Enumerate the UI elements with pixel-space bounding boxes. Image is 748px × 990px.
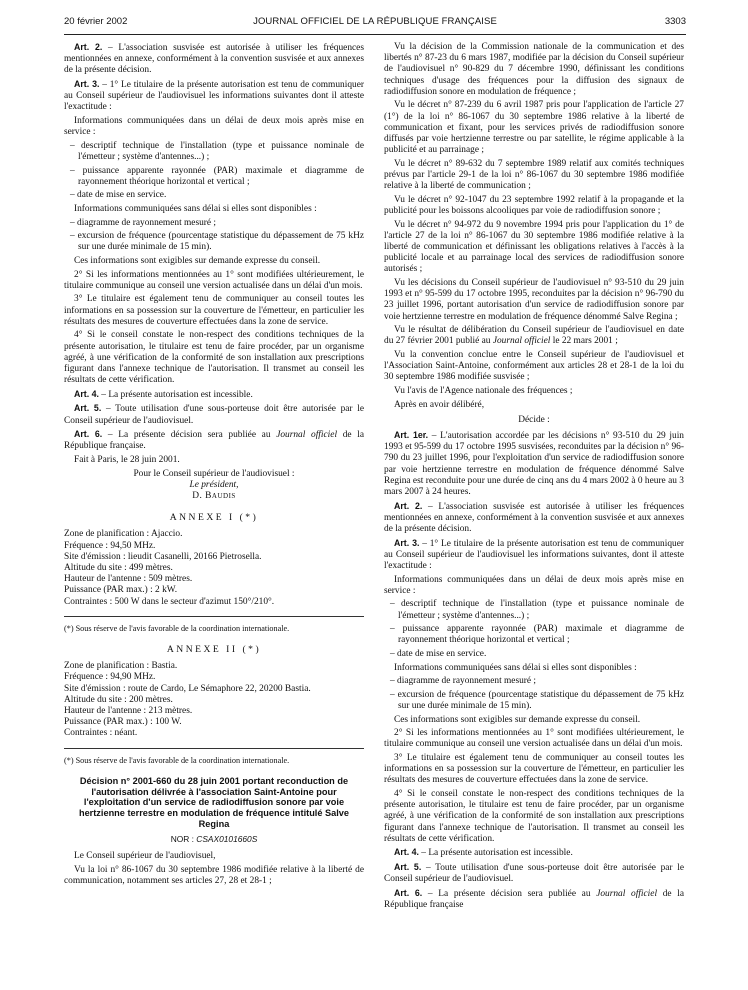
vu-paragraph: Vu la convention conclue entre le Conseil supérieur de l'audiovisuel et l'Association Saint-Antoine, conformément aux articles 28 et 28-1 de la loi du 30 septembre 1986 modifiée susvisée ;: [384, 350, 684, 383]
paragraph: 4° Si le conseil constate le non-respect des conditions techniques de la présente autorisation, le titulaire est tenu de faire procéder, par un organisme agréé, à une vérification de la conformité de son installation aux prescriptions figurant dans l'annexe technique de l'autorisation. Il transmet au conseil les résultats de cette vérification.: [64, 330, 364, 386]
article-6: Art. 6. – La présente décision sera publiée au Journal officiel de la République française: [384, 887, 685, 910]
vu-paragraph: Vu le décret n° 89-632 du 7 septembre 1989 relatif aux comités techniques prévus par l'article 29-1 de la loi n° 86-1067 du 30 septembre 1986 modifiée relative à la liberté de communication ;: [384, 158, 684, 192]
paragraph: Vu la loi n° 86-1067 du 30 septembre 1986 modifiée relative à la liberté de communication, notamment ses articles 27, 28 et 28-1 ;: [64, 864, 364, 886]
paragraph: Ces informations sont exigibles sur demande expresse du conseil.: [74, 255, 321, 266]
paragraph: 2° Si les informations mentionnées au 1° sont modifiées ultérieurement, le titulaire communique au conseil une version actualisée dans un délai d'un mois.: [384, 728, 684, 750]
paragraph: Le Conseil supérieur de l'audiovisuel,: [74, 851, 216, 861]
footnote: (*) Sous réserve de l'avis favorable de la coordination internationale.: [64, 755, 290, 765]
annex-line: Puissance (PAR max.) : 100 W.: [64, 717, 182, 728]
header-page-number: 3303: [664, 16, 686, 27]
page-header: [64, 14, 686, 30]
annex-line: Puissance (PAR max.) : 2 kW.: [64, 585, 178, 596]
article-3: Art. 3. – 1° Le titulaire de la présente autorisation est tenu de communiquer au Conseil supérieur de l'audiovisuel les informations suivantes dont il atteste l'exactitude :: [64, 79, 364, 113]
list-item: – descriptif technique de l'installation (type et puissance nominale de l'émetteur ; système d'antennes...) ;: [390, 599, 684, 621]
paragraph: 2° Si les informations mentionnées au 1° sont modifiées ultérieurement, le titulaire communique au conseil une version actualisée dans un délai d'un mois.: [64, 269, 364, 291]
annex-line: Fréquence : 94,90 MHz.: [64, 672, 156, 683]
vu-paragraph: Vu le résultat de délibération du Conseil supérieur de l'audiovisuel en date du 27 février 2001 publié au Journal officiel le 22 mars 2001 ;: [384, 325, 684, 347]
decision-title: Décision n° 2001-660 du 28 juin 2001 portant reconduction de l'autorisation délivrée à l'association Saint-Antoine pour l'exploitation d'un service de radiodiffusion sonore par voie hertzienne terrestre en modulation de fréquence intitulé Salve Regina: [78, 775, 350, 829]
header-journal-title: JOURNAL OFFICIEL DE LA RÉPUBLIQUE FRANÇAISE: [253, 16, 497, 27]
decide-heading: Décide :: [518, 414, 550, 425]
list-item: – diagramme de rayonnement mesuré ;: [390, 676, 537, 687]
paragraph: 4° Si le conseil constate le non-respect des conditions techniques de la présente autorisation, le titulaire est tenu de faire procéder, par un organisme agréé, à une vérification de la conformité de son installation aux prescriptions figurant dans l'annexe technique de l'autorisation. Il transmet au conseil les résultats de cette vérification.: [384, 788, 684, 844]
header-rule: [64, 34, 686, 35]
article-4: Art. 4. – La présente autorisation est incessible.: [394, 847, 573, 859]
signature-block: Pour le Conseil supérieur de l'audiovisuel : Le président, D. Baudis: [133, 468, 295, 501]
article-1: Art. 1er. – L'autorisation accordée par les décisions n° 93-510 du 29 juin 1993 et 95-599 du 17 octobre 1995 susvisées, reconduites par la décision n° 96-790 du 23 juillet 1996, pour l'exploitation d'un service de radiodiffusion sonore par voie hertzienne terrestre en modulation de fréquence dénommé Salve Regina est reconduite pour une durée de cinq ans du 4 mars 2002 à 0 heure au 3 mars 2007 à 24 heures.: [384, 430, 684, 498]
vu-paragraph: Vu les décisions du Conseil supérieur de l'audiovisuel n° 93-510 du 29 juin 1993 et n° 95-599 du 17 octobre 1995, reconduites par la décision n° 96-790 du 23 juillet 1996, portant autorisation d'un service de radiodiffusion sonore par voie hertzienne terrestre en modulation de fréquence dénommé Salve Regina ;: [384, 278, 684, 322]
vu-paragraph: Vu le décret n° 92-1047 du 23 septembre 1992 relatif à la propagande et la publicité pour les boissons alcooliques par voie de radiodiffusion sonore ;: [384, 194, 684, 217]
annex-line: Hauteur de l'antenne : 509 mètres.: [64, 574, 193, 585]
info-intro-2: Informations communiquées sans délai si elles sont disponibles :: [394, 662, 637, 673]
footnote: (*) Sous réserve de l'avis favorable de la coordination internationale.: [64, 623, 290, 633]
list-item: – excursion de fréquence (pourcentage statistique du dépassement de 75 kHz sur une durée minimale de 15 min).: [70, 231, 364, 253]
vu-paragraph: Vu le décret n° 94-972 du 9 novembre 1994 pris pour l'application du 1° de l'article 27 de la loi n° 86-1067 du 30 septembre 1986 modifiée relative à la liberté de communication et définissant les obligations relatives à l'accès à la publicité locale et au parrainage local des services de radiodiffusion sonore autorisés ;: [384, 219, 684, 275]
annex-line: Zone de planification : Bastia.: [64, 661, 178, 672]
annex-rule: [64, 748, 364, 749]
paragraph: Ces informations sont exigibles sur demande expresse du conseil.: [394, 714, 641, 725]
annex-line: Altitude du site : 200 mètres.: [64, 694, 173, 705]
list-item: – puissance apparente rayonnée (PAR) maximale et diagramme de rayonnement théorique horizontal et vertical ;: [70, 165, 364, 187]
article-2: Art. 2. – L'association susvisée est autorisée à utiliser les fréquences mentionnées en annexe, conformément à la convention susvisée et aux annexes de la présente décision.: [64, 42, 364, 76]
vu-paragraph: Vu l'avis de l'Agence nationale des fréquences ;: [394, 386, 573, 397]
article-2: Art. 2. – L'association susvisée est autorisée à utiliser les fréquences mentionnées en annexe, conformément à la convention susvisée et aux annexes de la présente décision.: [384, 500, 684, 535]
fait-a-paris: Fait à Paris, le 28 juin 2001.: [74, 454, 180, 465]
paragraph: 3° Le titulaire est également tenu de communiquer au conseil toutes les informations en sa possession sur la couverture de l'émetteur, en particulier les résultats des mesures de couverture effectuées dans la zone de service.: [64, 294, 364, 327]
article-3: Art. 3. – 1° Le titulaire de la présente autorisation est tenu de communiquer au Conseil supérieur de l'audiovisuel les informations suivantes, dont il atteste l'exactitude :: [384, 537, 684, 572]
annex-line: Zone de planification : Ajaccio.: [64, 529, 183, 540]
vu-paragraph: Vu le décret n° 87-239 du 6 avril 1987 pris pour l'application de l'article 27 (1°) de la loi n° 86-1067 du 30 septembre 1986 relative à la liberté de communication et fixant, pour les services privés de radiodiffusion sonore diffusés par voie hertzienne terrestre ou par satellite, le régime applicable à la publicité et au parrainage ;: [384, 100, 684, 156]
annex-1-title: ANNEXE I (*): [169, 512, 259, 524]
annex-line: Site d'émission : lieudit Casanelli, 20166 Pietrosella.: [64, 551, 262, 562]
annex-line: Hauteur de l'antenne : 213 mètres.: [64, 706, 193, 716]
info-intro-1: Informations communiquées dans un délai de deux mois après mise en service :: [384, 574, 684, 596]
list-item: – diagramme de rayonnement mesuré ;: [70, 217, 217, 228]
annex-line: Fréquence : 94,50 MHz.: [64, 540, 156, 551]
annex-2-title: ANNEXE II (*): [166, 643, 262, 655]
annex-line: Contraintes : 500 W dans le secteur d'azimut 150°/210°.: [64, 596, 275, 607]
list-item: – date de mise en service.: [390, 649, 487, 660]
header-date: 20 février 2002: [64, 16, 128, 27]
list-item: – excursion de fréquence (pourcentage statistique du dépassement de 75 kHz sur une durée minimale de 15 min).: [390, 689, 684, 711]
nor-reference: NOR : CSAX0101660S: [170, 833, 258, 844]
paragraph: 3° Le titulaire est également tenu de communiquer au conseil toutes les informations en sa possession sur la couverture de l'émetteur, en particulier les résultats des mesures de couverture effectuées dans la zone de service.: [384, 752, 684, 786]
annex-rule: [64, 616, 364, 617]
left-column: [64, 42, 364, 889]
info-intro-2: Informations communiquées sans délai si elles sont disponibles :: [74, 203, 317, 214]
article-6: Art. 6. – La présente décision sera publiée au Journal officiel de la République française.: [64, 429, 365, 452]
annex-line: Site d'émission : route de Cardo, Le Sémaphore 22, 20200 Bastia.: [64, 683, 311, 694]
annex-line: Altitude du site : 499 mètres.: [64, 562, 173, 573]
annex-line: Contraintes : néant.: [64, 728, 138, 739]
list-item: – descriptif technique de l'installation (type et puissance nominale de l'émetteur ; système d'antennes...) ;: [70, 140, 364, 162]
right-column: [384, 42, 684, 914]
list-item: – puissance apparente rayonnée (PAR) maximale et diagramme de rayonnement théorique horizontal et vertical ;: [390, 624, 684, 646]
paragraph: Après en avoir délibéré,: [394, 399, 485, 410]
article-5: Art. 5. – Toute utilisation d'une sous-porteuse doit être autorisée par le Conseil supérieur de l'audiovisuel.: [384, 861, 685, 885]
article-5: Art. 5. – Toute utilisation d'une sous-porteuse doit être autorisée par le Conseil supérieur de l'audiovisuel.: [64, 403, 365, 426]
list-item: – date de mise en service.: [70, 190, 167, 201]
article-4: Art. 4. – La présente autorisation est incessible.: [74, 388, 253, 400]
info-intro-1: Informations communiquées dans un délai de deux mois après mise en service :: [64, 116, 364, 138]
vu-paragraph: Vu la décision de la Commission nationale de la communication et des libertés n° 87-23 du 6 mars 1987, modifiée par la décision du Conseil supérieur de l'audiovisuel n° 90-829 du 7 décembre 1990, définissant les conditions techniques d'usage des fréquences pour la diffusion des signaux de radiodiffusion sonore en modulation de fréquence ;: [384, 42, 684, 97]
